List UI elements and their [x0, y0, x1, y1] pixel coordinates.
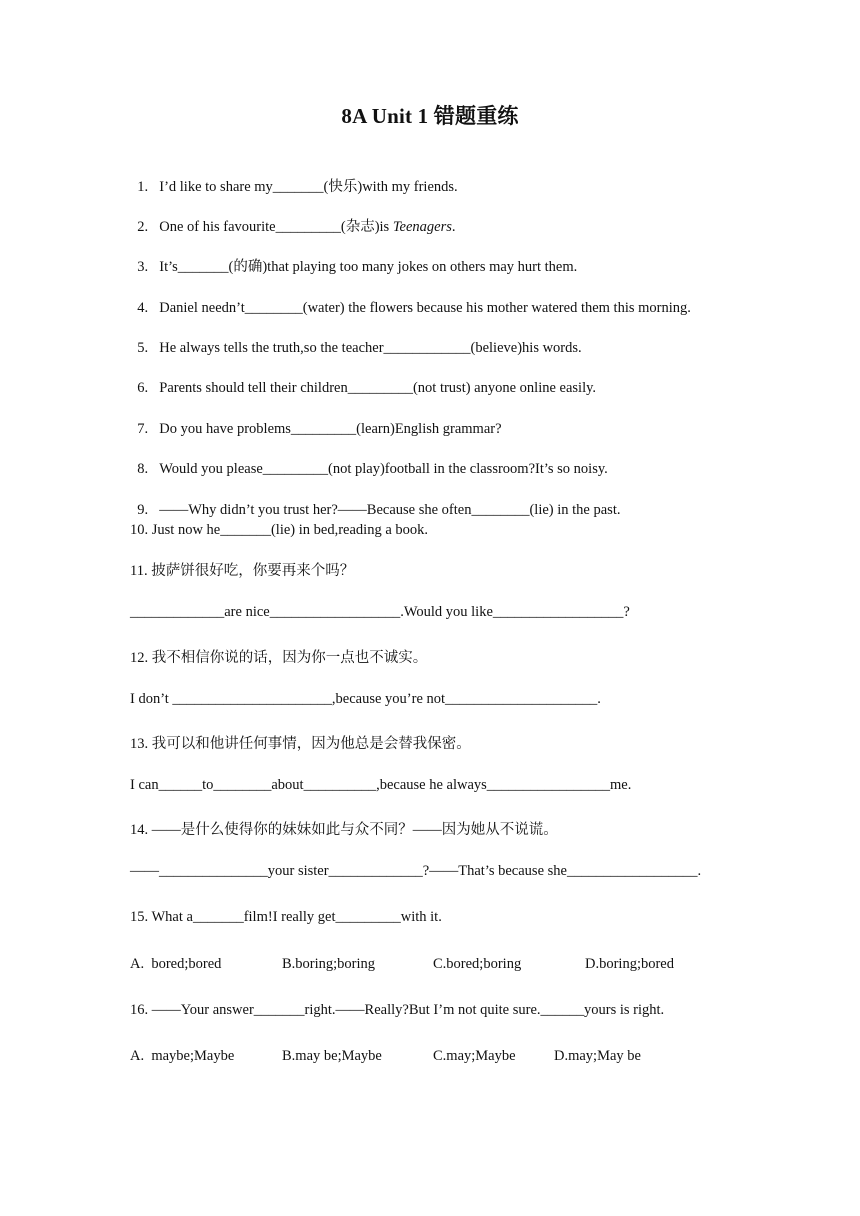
- question-1: [130, 157, 458, 197]
- question-text-italic: Teenagers: [392, 219, 452, 235]
- question-text: One of his favourite_________(杂志)is: [159, 219, 393, 235]
- page-title: 8A Unit 1 错题重练: [341, 104, 519, 128]
- question-15-option-b: B.boring;boring: [282, 956, 376, 972]
- question-number: 8.: [137, 461, 149, 477]
- question-number: 5.: [137, 340, 149, 356]
- question-15-stem: 15. What a_______film!I really get_________with it.: [130, 909, 442, 925]
- question-5: [130, 318, 582, 358]
- question-16-option-b: B.may be;Maybe: [282, 1048, 382, 1064]
- question-text: He always tells the truth,so the teacher____________(believe)his words.: [159, 340, 582, 356]
- question-15-option-c: C.bored;boring: [433, 956, 522, 972]
- question-16-stem: 16. ——Your answer_______right.——Really?But I’m not quite sure.______yours is right.: [130, 1002, 665, 1018]
- question-11-answer-line: _____________are nice__________________.Would you like__________________?: [130, 604, 630, 620]
- question-16-option-c: C.may;Maybe: [433, 1048, 516, 1064]
- question-3: [130, 237, 577, 277]
- question-text: Parents should tell their children_________(not trust) anyone online easily.: [159, 380, 597, 396]
- question-6: [130, 358, 596, 398]
- question-12-prompt: 12. 我不相信你说的话，因为你一点也不诚实。: [130, 650, 428, 666]
- question-text: Would you please_________(not play)football in the classroom?It’s so noisy.: [159, 461, 608, 477]
- question-text: I’d like to share my_______(快乐)with my friends.: [159, 179, 458, 195]
- question-13-prompt: 13. 我可以和他讲任何事情，因为他总是会替我保密。: [130, 736, 471, 752]
- question-2: [130, 197, 456, 237]
- question-11-prompt: 11. 披萨饼很好吃，你要再来个吗？: [130, 563, 355, 579]
- question-number: 1.: [137, 179, 149, 195]
- question-number: 2.: [137, 219, 149, 235]
- question-text-end: .: [451, 219, 456, 235]
- question-14-prompt: 14. ——是什么使得你的妹妹如此与众不同？——因为她从不说谎。: [130, 822, 558, 838]
- question-text: Do you have problems_________(learn)English grammar?: [159, 421, 502, 437]
- question-10: 10. Just now he_______(lie) in bed,reading a book.: [130, 522, 429, 538]
- question-14-answer-line: ——_______________your sister_____________?——That’s because she__________________.: [130, 863, 702, 879]
- question-number: 7.: [137, 421, 149, 437]
- question-text: Daniel needn’t________(water) the flowers because his mother watered them this morning.: [159, 300, 691, 316]
- question-15-option-a: A. bored;bored: [130, 956, 222, 972]
- question-4: [130, 278, 691, 318]
- question-16-option-d: D.may;May be: [554, 1048, 641, 1064]
- question-number: 3.: [137, 259, 149, 275]
- question-7: [130, 399, 502, 439]
- question-8: [130, 439, 608, 479]
- question-number: 9.: [137, 502, 149, 518]
- question-number: 4.: [137, 300, 149, 316]
- question-12-answer-line: I don’t ______________________,because you’re not_____________________.: [130, 691, 601, 707]
- question-number: 6.: [137, 380, 149, 396]
- question-9: [130, 480, 620, 520]
- question-13-answer-line: I can______to________about__________,because he always_________________me.: [130, 777, 632, 793]
- question-16-option-a: A. maybe;Maybe: [130, 1048, 235, 1064]
- question-text: ——Why didn’t you trust her?——Because she often________(lie) in the past.: [159, 502, 621, 518]
- question-15-option-d: D.boring;bored: [585, 956, 674, 972]
- question-text: It’s_______(的确)that playing too many jokes on others may hurt them.: [159, 259, 578, 275]
